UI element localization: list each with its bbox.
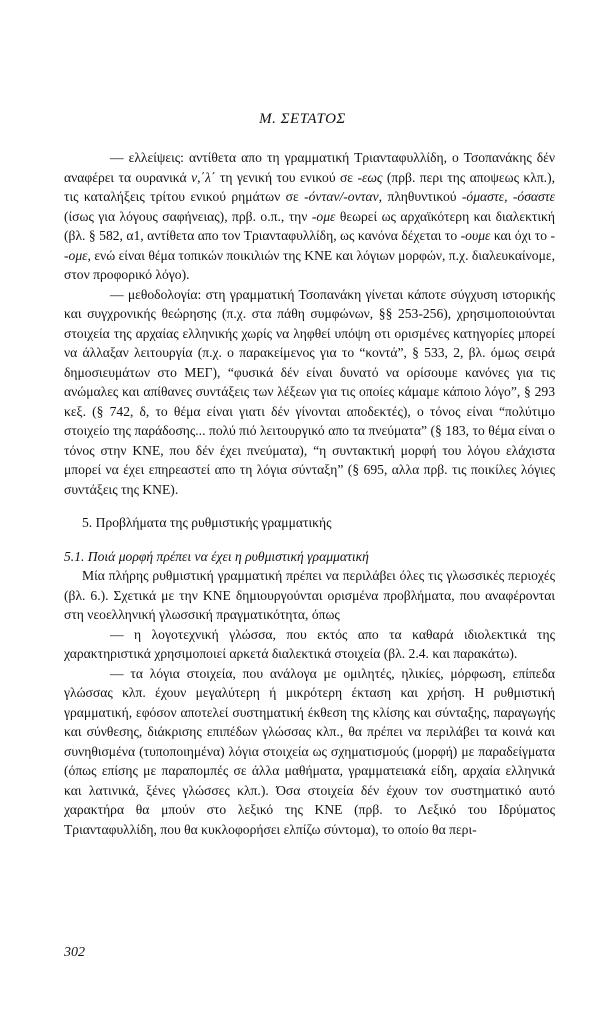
running-head: Μ. ΣΕΤΑΤΟΣ bbox=[259, 111, 346, 127]
paragraph-literary-language: — η λογοτεχνική γλώσσα, που εκτός απο τα καθαρά ιδιολεκτικά της χαρακτηριστικά χρησιμοποιεί αρκετά διαλεκτικά στοιχεία (βλ. 2.4. και παρακάτω). bbox=[64, 626, 555, 661]
subsection-heading: 5.1. Ποιά μορφή πρέπει να έχει η ρυθμιστική γραμματική bbox=[64, 548, 369, 564]
section-heading: 5. Προβλήματα της ρυθμιστικής γραμματικής bbox=[82, 515, 332, 530]
paragraph-ellipses: — ελλείψεις: αντίθετα απο τη γραμματική Τριανταφυλλίδη, ο Τσοπανάκης δέν αναφέρει τα ουρανικά ν,΄λ΄ τη γενική του ενικού σε -εως (πρβ. περι της αποψεως κλπ.), τις καταλήξεις τρίτου ενικού ρημάτων σε -όνταν/-ονταν, πληθυντικού -όμαστε, -όσαστε (ίσως για λόγους σαφήνειας), πρβ. ο.π., την -ομε θεωρεί ως αρχαϊκότερη και διαλεκτική (βλ. § 582, α1, αντίθετα απο τον Τριανταφυλλίδη, ως κανόνα δέχεται το -ουμε και όχι το --ομε, ενώ είναι θέμα τοπικών ποικιλιών της ΚΝΕ και λόγιων μορφών, π.χ. διαλευκαίνομε, στον προφορικό λόγο). bbox=[64, 150, 556, 282]
paragraph-methodology: — μεθοδολογία: στη γραμματική Τσοπανάκη γίνεται κάποτε σύγχυση ιστορικής και συγχρονικής θεώρησης (π.χ. στα πάθη συμφώνων, §§ 253-256), χρησιμοποιούνται στοιχεία της αρχαίας ελληνικής χωρίς να ληφθεί υπόψη οτι ορισμένες κατηγορίες μπορεί να άλλαξαν λειτουργία (π.χ. ο παρακείμενος για το “κοντά”, § 533, 2, βλ. όμως σειρά δημοσιευμάτων στο ΜΕΓ), “φυσικά δέν είναι δυνατό να ορίσουμε κανόνες για τις ανώμαλες και απίθανες συντάξεις των λέξεων για τις οποίες κάμαμε κάποιο λόγο”, § 293 κεξ. (§ 742, δ, το θέμα είναι γιατι δέν γίνονται αποδεκτές), ο τόνος είναι “πολύτιμο στοιχείο της παράδοσης... πολύ πιό λειτουργικό απο τα πνεύματα” (§ 183, το θέμα είναι ο τόνος στην ΚΝΕ, που δέν έχει πνεύματα), “η συντακτική μορφή του λόγου ελάχιστα μπορεί να έχει επηρεαστεί απο τη λόγια σύνταξη” (§ 695, αλλα πρβ. τις ποικίλες λόγιες συντάξεις της ΚΝΕ). bbox=[64, 286, 555, 497]
paragraph-complete-grammar: Μία πλήρης ρυθμιστική γραμματική πρέπει να περιλάβει όλες τις γλωσσικές περιοχές (βλ. 6.). Σχετικά με την ΚΝΕ δημιουργούνται ορισμένα προβλήματα, που αναφέρονται στη νεοελληνική γλωσσική πραγματικότητα, όπως bbox=[64, 568, 555, 622]
paragraph-learned-elements: — τα λόγια στοιχεία, που ανάλογα με ομιλητές, ηλικίες, μόρφωση, επίπεδα γλώσσας κλπ. έχουν μεγαλύτερη ή μικρότερη έκταση και χρήση. Η ρυθμιστική γραμματική, εφόσον αποτελεί συστηματική έκθεση της κλίσης και σύνταξης, παραγωγής και σύνθεσης, διάκρισης επιπέδων γλώσσας κλπ., θα πρέπει να περιλάβει τα κοινά και συνηθισμένα (τυποποιημένα) λόγια στοιχεία ως σχηματισμούς (μορφή) με παραδείγματα (όπως επίσης με παραπομπές σε άλλα μαθήματα, γραμματειακά είδη, αρχαία ελληνικά και λατινικά, ξένες γλώσσες κλπ.). Όσα στοιχεία δέν έχουν τον συστηματικό αυτό χαρακτήρα θα μπούν στο λεξικό της ΚΝΕ (πρβ. το Λεξικό του Ιδρύματος Τριανταφυλλίδη, που θα κυκλοφορήσει ελπίζω σύντομα), το οποίο θα περι- bbox=[64, 665, 555, 837]
body-text bbox=[64, 148, 555, 839]
page-number: 302 bbox=[64, 945, 85, 960]
